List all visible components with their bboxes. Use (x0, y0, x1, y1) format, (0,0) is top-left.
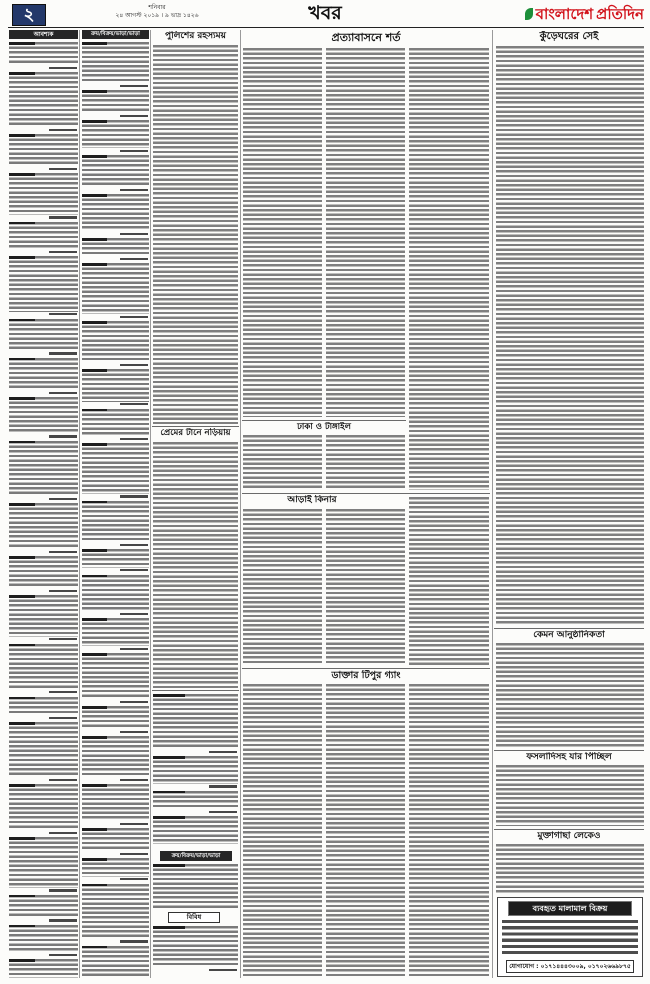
classified-ad-code (49, 779, 77, 781)
classified-ad-code (209, 969, 237, 971)
classified-ad-code (120, 495, 148, 497)
classified-ad-code (120, 403, 148, 405)
logo-text-part2: প্রতিদিন (596, 5, 644, 23)
article-divider (152, 426, 239, 427)
classified-ad (82, 549, 149, 567)
classified-ad-code (49, 717, 77, 719)
classified-ad (153, 756, 238, 784)
article-divider (242, 420, 406, 421)
classified-ad (82, 443, 149, 494)
classified-list (153, 864, 238, 908)
classified-heading-wanted: আবশ্যক (9, 30, 78, 39)
article-body-text (153, 45, 238, 424)
classified-heading-buy-sell: ক্রয়/বিক্রয়/ভাড়া/ভাড়া (82, 30, 149, 39)
classified-ad (9, 784, 78, 830)
headline: ডাক্তার টিপুর গ্যাং (331, 670, 401, 681)
classified-ad (9, 503, 78, 549)
classified-ad-code (49, 638, 77, 640)
classified-ad-code (49, 954, 77, 956)
classified-ad (82, 618, 149, 646)
classified-ad (9, 644, 78, 690)
classified-list (82, 42, 149, 978)
headline: প্রত্যাবাসনে শর্ত (331, 31, 401, 44)
classified-ad (82, 736, 149, 777)
classified-ad-code (120, 701, 148, 703)
article-body-text (326, 48, 405, 417)
page-number-box (12, 4, 46, 26)
classified-ad (82, 155, 149, 187)
article-divider (494, 628, 644, 629)
classified-ad (153, 694, 238, 749)
advertisement-title: ব্যবহৃত মালামাল বিক্রয় (508, 901, 632, 916)
headline: আড়াই কিনার (287, 495, 337, 505)
classified-ad (9, 959, 78, 978)
article-divider (242, 668, 490, 669)
classified-ad-code (209, 811, 237, 813)
classified-ad (82, 946, 149, 978)
classified-ad (9, 925, 78, 953)
date: ২৪ আগস্ট ২০১৯ । ৯ ভাদ্র ১৪২৬ (115, 12, 199, 19)
classified-ad-code (49, 392, 77, 394)
classified-ad-code (209, 785, 237, 787)
article-divider (242, 493, 490, 494)
article-body-text (243, 684, 322, 977)
classified-heading-misc: বিবিধ (168, 912, 220, 923)
article-body-text (243, 509, 322, 665)
classified-ad-code (49, 313, 77, 315)
logo-text-part1: বাংলাদেশ (535, 5, 594, 23)
classified-ad (82, 263, 149, 314)
classified-ad-code (120, 85, 148, 87)
advertisement-body-text (502, 920, 638, 956)
classified-ad-code (120, 544, 148, 546)
classified-ad (9, 397, 78, 434)
article-body-text (326, 435, 405, 490)
classified-ad (82, 194, 149, 231)
section-title: খবর (308, 2, 342, 24)
classified-ad (82, 501, 149, 542)
classified-ad-code (209, 751, 237, 753)
classified-ad-code (49, 352, 77, 354)
classified-ad-code (49, 590, 77, 592)
article-body-text (496, 46, 644, 625)
classified-ad-code (120, 316, 148, 318)
classified-ad (9, 837, 78, 888)
classified-ad (9, 358, 78, 390)
masthead-logo (490, 4, 644, 26)
article-divider (494, 750, 644, 751)
classified-ad-code (49, 919, 77, 921)
classified-list (153, 926, 238, 978)
classified-ad-code (120, 150, 148, 152)
headline: ফসলাদিসহ যার পিচ্ছিল (526, 752, 612, 762)
classified-ad (82, 784, 149, 821)
classified-ad (9, 595, 78, 636)
article-body-text (243, 48, 322, 417)
classified-ad-code (120, 779, 148, 781)
classified-ad (9, 697, 78, 715)
classified-heading-buy-sell-lower: ক্রয়/বিক্রয়/ভাড়া/ভাড়া (160, 851, 232, 861)
article-divider (152, 690, 239, 691)
classified-ad (82, 706, 149, 729)
classified-ad (82, 90, 149, 113)
article-body-text (409, 684, 489, 977)
classified-ad (9, 556, 78, 588)
classified-ad (82, 120, 149, 148)
article-body-text (496, 844, 644, 893)
classified-ad-code (120, 878, 148, 880)
classified-ad (82, 321, 149, 362)
classified-ad (9, 72, 78, 127)
classified-ad-code (120, 438, 148, 440)
classified-ad (82, 238, 149, 256)
classified-ad-code (49, 832, 77, 834)
article-body-text (496, 643, 644, 747)
header-rule (8, 27, 644, 28)
headline: কেমন আনুষ্ঠানিকতা (533, 630, 605, 640)
classified-ad (9, 173, 78, 214)
classified-ad-code (120, 853, 148, 855)
classified-ad (9, 256, 78, 311)
classified-ad-code (49, 889, 77, 891)
classified-ad-code (120, 569, 148, 571)
classified-ad (82, 828, 149, 851)
classified-ad-code (49, 251, 77, 253)
classified-ad-code (49, 129, 77, 131)
classified-ad (82, 409, 149, 437)
classified-ad-code (49, 168, 77, 170)
headline: প্রেমের টানে নড়িয়ায় (160, 428, 231, 438)
classified-ad (9, 134, 78, 166)
classified-ad (82, 575, 149, 612)
classified-ad (153, 864, 238, 908)
article-body-text (326, 684, 405, 977)
classified-ad (82, 858, 149, 876)
classified-list (9, 42, 78, 978)
column-rule (79, 30, 80, 978)
advertisement-contact: যোগাযোগ : ০১৭১৪৪৪৩০০৯, ০১৭০২৬৬৯৮৭৫ (506, 960, 634, 973)
classified-ad-code (120, 189, 148, 191)
classified-ad-code (49, 67, 77, 69)
logo-mark-icon (525, 8, 533, 20)
classified-ad-code (49, 551, 77, 553)
classified-ad-code (120, 613, 148, 615)
column-rule (240, 30, 241, 978)
article-body-text (153, 442, 238, 688)
classified-ad-code (120, 233, 148, 235)
headline: ঢাকা ও টাঙ্গাইল (297, 422, 351, 432)
classified-ad (82, 369, 149, 401)
classified-ad-code (120, 940, 148, 942)
classified-ad (82, 653, 149, 699)
page-number: ২ (23, 5, 35, 25)
headline: পুলিশের রহস্যময় (165, 31, 226, 41)
article-body-text (496, 765, 644, 826)
column-rule (150, 30, 151, 978)
classified-ad (82, 42, 149, 83)
classified-ad (9, 722, 78, 777)
classified-ad-code (49, 216, 77, 218)
article-body-text (326, 509, 405, 665)
classified-ad (9, 441, 78, 496)
weekday: শনিবার (148, 4, 166, 11)
classified-ad (9, 42, 78, 65)
classified-ad-code (49, 435, 77, 437)
classified-ad-code (120, 364, 148, 366)
classified-ad-code (49, 498, 77, 500)
classified-ad-code (120, 823, 148, 825)
article-body-text (409, 48, 489, 490)
classified-ad (9, 895, 78, 918)
classified-ad (153, 926, 238, 967)
classified-list (153, 694, 238, 847)
article-body-text (243, 435, 322, 490)
article-divider (494, 829, 644, 830)
classified-ad-code (120, 258, 148, 260)
headline: মুক্তাগাছা লেকেও (537, 831, 601, 841)
article-body-text (409, 497, 489, 665)
classified-ad-code (120, 648, 148, 650)
dateline (92, 4, 222, 20)
classified-ad (9, 222, 78, 250)
classified-ad-code (120, 115, 148, 117)
classified-ad-code (49, 691, 77, 693)
classified-ad (153, 791, 238, 809)
headline: কুঁড়েঘরের সেই (539, 31, 599, 42)
classified-ad (153, 816, 238, 844)
classified-ad (82, 884, 149, 939)
classified-ad-code (120, 731, 148, 733)
classified-ad (9, 319, 78, 351)
column-rule (492, 30, 493, 978)
